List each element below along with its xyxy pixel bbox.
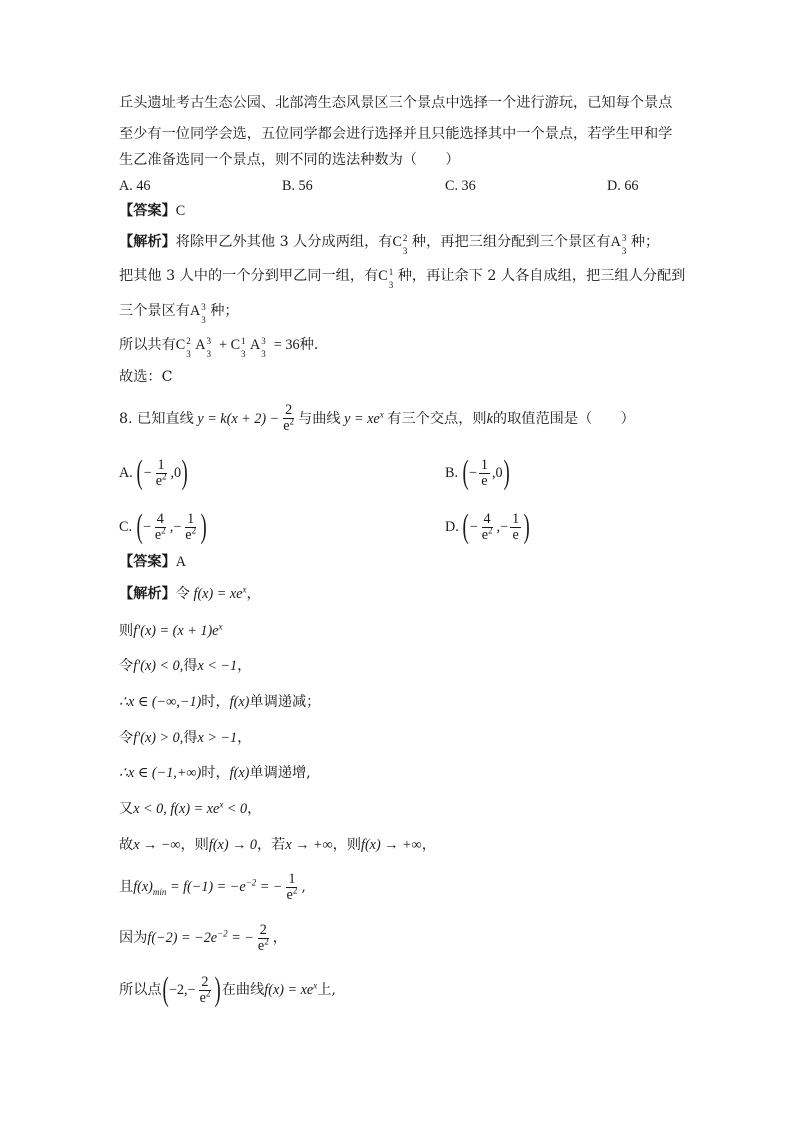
q8-analysis-line-4 xyxy=(119,692,320,712)
analysis-text: 所以点 xyxy=(119,982,162,998)
q8-option-d: D. ( − $\frac{4}{e^2}$ ,− $\frac{1}{e}$ ) xyxy=(445,508,530,545)
q8-analysis-line-2 xyxy=(119,621,222,641)
point-formula: ( −2,− $\frac{2}{e^2}$ ) xyxy=(162,971,222,1008)
analysis-text: 三个景区有 xyxy=(119,303,190,319)
analysis-text: 得 xyxy=(183,730,198,746)
q7-text-line-3: 生乙准备选同一个景点，则不同的选法种数为（ ） xyxy=(119,152,460,168)
analysis-text: 则 xyxy=(119,623,134,639)
analysis-text: 种； xyxy=(630,234,660,250)
q8-analysis-line-8: 故x → −∞，则f(x) → 0，若x → +∞，则f(x) → +∞， xyxy=(119,837,436,853)
analysis-text: ，则 xyxy=(180,837,209,853)
analysis-text: 将除甲乙外其他 3 人分成两组，有 xyxy=(175,234,393,250)
q8-analysis-line-11 xyxy=(119,970,336,1010)
q7-option-b: B. 56 xyxy=(282,178,313,194)
formula: x < −1 xyxy=(197,658,238,674)
line-equation: y = k(x + 2) − xyxy=(193,410,280,427)
total-formula: C 2 3 A 3 3 + C 1 3 A 3 3 = 36 xyxy=(175,336,300,359)
variable-k: k xyxy=(486,410,493,427)
analysis-text: ，若 xyxy=(256,837,286,853)
q8-analysis-line-7: 又x < 0, $f(x) = xe^x < 0$， xyxy=(119,799,262,817)
analysis-text: 单调递增, xyxy=(249,765,311,781)
q7-option-c: C. 36 xyxy=(445,178,476,194)
curve-equation: $y = xe^x$ xyxy=(340,408,384,427)
q8-analysis-line-5: 令f′(x) > 0,得x > −1， xyxy=(119,730,252,746)
analysis-text: 又 xyxy=(119,801,134,817)
combination-c32: C 2 3 xyxy=(392,233,408,256)
q8-option-c: C. ( − $\frac{4}{e^2}$ ,− $\frac{1}{e^2}$ ) xyxy=(119,508,207,545)
option-label: A. xyxy=(119,465,133,481)
analysis-text: 在曲线 xyxy=(221,982,265,998)
analysis-tag: 【解析】 xyxy=(119,234,176,250)
formula: f′(x) < 0, xyxy=(133,658,184,674)
formula: ∴x ∈ (−1,+∞) xyxy=(119,765,202,781)
fraction-2-over-e2: $\frac{2}{e^2}$ xyxy=(283,402,295,434)
q8-answer-line xyxy=(119,552,186,572)
q8-stem xyxy=(119,403,635,434)
analysis-text: 故 xyxy=(119,837,134,853)
q7-analysis-line-2 xyxy=(119,266,686,290)
q7-analysis-line-1 xyxy=(119,232,660,256)
analysis-text: 因为 xyxy=(119,930,148,946)
analysis-text: 把其他 3 人中的一个分到甲乙同一组，有 xyxy=(119,268,379,284)
analysis-text: 上, xyxy=(317,982,336,998)
analysis-text: 令 xyxy=(119,658,134,674)
q7-text-line-1: 丘头遗址考古生态公园、北部湾生态风景区三个景点中选择一个进行游玩，已知每个景点 xyxy=(119,95,673,111)
q7-answer-line xyxy=(119,201,185,221)
formula: f(x) → +∞ xyxy=(361,837,422,853)
formula: f(x) xyxy=(229,765,250,781)
analysis-text: 得 xyxy=(183,658,198,674)
q8-stem-text: 与曲线 xyxy=(298,410,341,427)
analysis-text: 种，再让余下 2 人各自成组，把三组人分配到 xyxy=(397,268,686,284)
answer-tag: 【答案】 xyxy=(119,203,176,219)
analysis-text: 且 xyxy=(119,879,134,895)
answer-value: C xyxy=(175,203,186,219)
q7-analysis-line-3 xyxy=(119,301,239,325)
q8-analysis-line-6 xyxy=(119,763,311,783)
q8-stem-text: 的取值范围是（ ） xyxy=(492,410,635,427)
q8-analysis-line-3: 令f′(x) < 0,得x < −1， xyxy=(119,658,252,674)
formula: $f(x)_{min} = f(-1) = -e^{-2}$ = − xyxy=(133,877,283,897)
formula: $f(-2) = -2e^{-2}$ = − xyxy=(147,928,254,946)
q8-stem-text: 8. 已知直线 xyxy=(119,410,194,427)
option-label: B. xyxy=(445,465,459,481)
analysis-text: 种，再把三组分配到三个景区有 xyxy=(411,234,611,250)
answer-tag: 【答案】 xyxy=(119,554,176,570)
q7-text-line-2: 至少有一位同学会选，五位同学都会进行选择并且只能选择其中一个景点，若学生甲和学 xyxy=(119,126,673,142)
formula: f′(x) > 0, xyxy=(133,730,184,746)
formula: x → +∞ xyxy=(285,837,333,853)
q7-option-d: D. 66 xyxy=(607,178,639,194)
formula: f(x) xyxy=(229,694,250,710)
q8-analysis-line-1: 【解析】令 $f(x) = xe^x$， xyxy=(119,584,261,602)
analysis-text: 令 xyxy=(175,586,190,602)
analysis-text: 种. xyxy=(299,337,319,353)
option-label: D. xyxy=(445,519,459,535)
combination-c31: C 1 3 xyxy=(378,267,394,290)
q7-option-a: A. 46 xyxy=(119,178,151,194)
q8-analysis-line-9: 且 $f(x)_{min} = f(-1) = -e^{-2}$ = − $\frac{1}{e^2}$ , xyxy=(119,868,306,906)
formula: $f(x) = xe^x$ xyxy=(189,584,247,602)
formula: x > −1 xyxy=(197,730,238,746)
fraction-2-over-e2: $\frac{2}{e^2}$ xyxy=(257,921,269,954)
arrangement-a33: A 3 3 xyxy=(610,233,627,256)
fraction-1-over-e2: $\frac{1}{e^2}$ xyxy=(286,870,298,903)
analysis-text: 种； xyxy=(210,303,239,319)
q8-option-a: A. ( − $\frac{1}{e^2}$ ,0 ) xyxy=(119,454,188,491)
formula: ∴x ∈ (−∞,−1) xyxy=(119,694,202,710)
formula: f(x) → 0 xyxy=(208,837,257,853)
formula: $f(x) = xe^x$ xyxy=(264,980,318,998)
analysis-tag: 【解析】 xyxy=(119,586,176,602)
analysis-text: 单调递减； xyxy=(249,694,321,710)
analysis-text: 时， xyxy=(201,765,230,781)
q8-option-b: B. ( − $\frac{1}{e}$ ,0 ) xyxy=(445,454,510,491)
formula: x < 0, $f(x) = xe^x < 0$ xyxy=(133,799,248,817)
formula: x → −∞ xyxy=(133,837,181,853)
analysis-text: 令 xyxy=(119,730,134,746)
q7-conclusion: 故选：C xyxy=(119,369,173,385)
analysis-text: ，则 xyxy=(332,837,362,853)
analysis-text: 时， xyxy=(201,694,230,710)
option-label: C. xyxy=(119,519,133,535)
q7-analysis-line-4 xyxy=(119,335,319,359)
analysis-text: 所以共有 xyxy=(119,337,176,353)
arrangement-a33: A 3 3 xyxy=(189,302,206,325)
q8-stem-text: 有三个交点，则 xyxy=(387,410,487,427)
answer-value: A xyxy=(175,554,187,570)
formula: $f'(x) = (x + 1)e^x$ xyxy=(133,621,223,639)
q8-analysis-line-10: 因为 $f(-2) = -2e^{-2}$ = − $\frac{2}{e^2}$ ， xyxy=(119,919,287,957)
